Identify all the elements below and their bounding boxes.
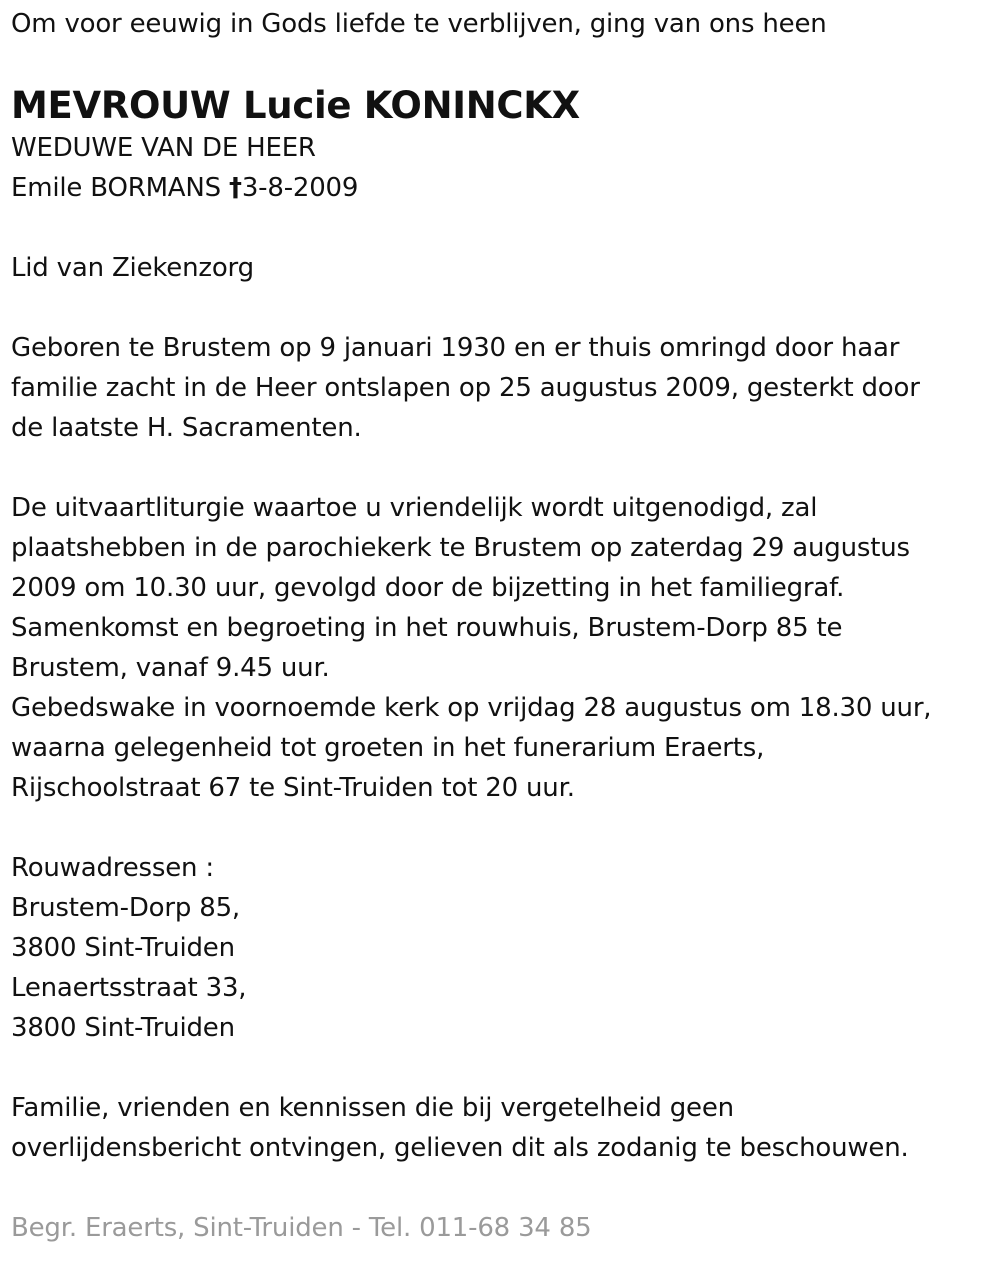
paragraph-line: plaatshebben in de parochiekerk te Brustem op zaterdag 29 augustus [11, 533, 910, 563]
paragraph-line: Geboren te Brustem op 9 januari 1930 en er thuis omringd door haar [11, 333, 900, 363]
spacer [11, 448, 991, 488]
paragraph-line: Gebedswake in voornoemde kerk op vrijdag 28 augustus om 18.30 uur, [11, 693, 932, 723]
address-line: Lenaertsstraat 33, [11, 973, 247, 1003]
paragraph-line: Samenkomst en begroeting in het rouwhuis, Brustem-Dorp 85 te [11, 613, 843, 643]
funeral-home-footer: Begr. Eraerts, Sint-Truiden - Tel. 011-68 34 85 [11, 1213, 592, 1243]
paragraph-line: Brustem, vanaf 9.45 uur. [11, 653, 330, 683]
spacer [11, 208, 991, 248]
spacer [11, 288, 991, 328]
paragraph-line: Rijschoolstraat 67 te Sint-Truiden tot 20 uur. [11, 773, 575, 803]
mourning-addresses [11, 848, 991, 1048]
widow-line: WEDUWE VAN DE HEER [11, 133, 316, 163]
paragraph-line: familie zacht in de Heer ontslapen op 25 augustus 2009, gesterkt door [11, 373, 920, 403]
closing-paragraph [11, 1088, 991, 1168]
obituary-notice [11, 4, 991, 1248]
spouse-name: Emile BORMANS [11, 173, 230, 203]
spouse-line [11, 168, 991, 208]
membership-text: Lid van Ziekenzorg [11, 253, 254, 283]
deceased-name: MEVROUW Lucie KONINCKX [11, 84, 580, 127]
birth-paragraph [11, 328, 991, 448]
paragraph-line: de laatste H. Sacramenten. [11, 413, 362, 443]
addresses-heading: Rouwadressen : [11, 853, 214, 883]
spacer [11, 808, 991, 848]
spacer [11, 1048, 991, 1088]
paragraph-line: Familie, vrienden en kennissen die bij vergetelheid geen [11, 1093, 734, 1123]
spouse-death-date: 3-8-2009 [241, 173, 359, 203]
funeral-paragraph [11, 488, 991, 808]
paragraph-line: 2009 om 10.30 uur, gevolgd door de bijzetting in het familiegraf. [11, 573, 845, 603]
address-line: 3800 Sint-Truiden [11, 933, 235, 963]
paragraph-line: overlijdensbericht ontvingen, gelieven dit als zodanig te beschouwen. [11, 1133, 909, 1163]
address-line: Brustem-Dorp 85, [11, 893, 240, 923]
spacer [11, 1168, 991, 1208]
address-line: 3800 Sint-Truiden [11, 1013, 235, 1043]
paragraph-line: De uitvaartliturgie waartoe u vriendelijk wordt uitgenodigd, zal [11, 493, 818, 523]
cross-icon: † [229, 173, 242, 203]
intro-text: Om voor eeuwig in Gods liefde te verblijven, ging van ons heen [11, 9, 827, 39]
paragraph-line: waarna gelegenheid tot groeten in het funerarium Eraerts, [11, 733, 765, 763]
